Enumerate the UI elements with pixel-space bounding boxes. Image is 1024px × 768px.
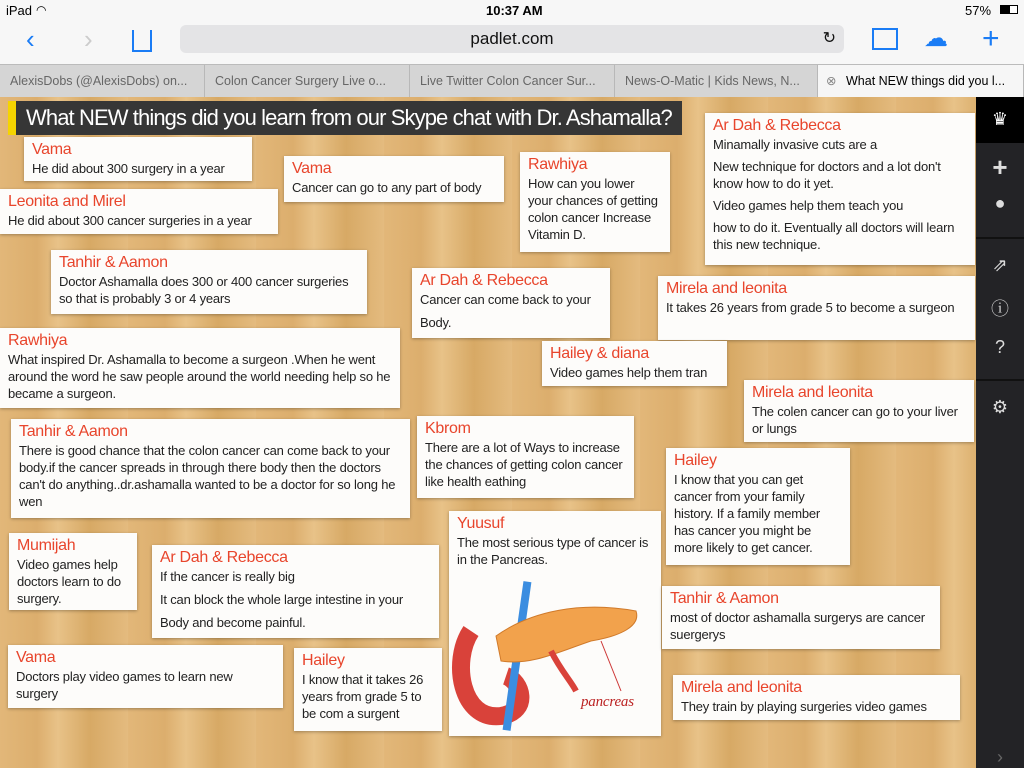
post-body: What inspired Dr. Ashamalla to become a surgeon .When he went around the word he saw people around the world needing help so he became a surgeon. [8,352,391,401]
post-card[interactable] [666,448,850,565]
bookmarks-icon[interactable] [872,28,898,50]
post-body: Doctor Ashamalla does 300 or 400 cancer surgeries so that is probably 3 or 4 years [59,274,349,306]
browser-toolbar [0,20,1024,64]
icloud-tabs-icon[interactable]: ☁ [924,25,948,52]
post-body: Body. [420,315,452,330]
post-card[interactable] [51,250,367,314]
padlet-sidebar [976,97,1024,768]
post-card[interactable] [11,419,410,518]
post-author: Vama [16,649,56,666]
tab-active[interactable] [818,65,1024,98]
post-card[interactable] [412,268,610,338]
tab-bar [0,64,1024,97]
tab[interactable]: Live Twitter Colon Cancer Sur... [410,65,615,98]
wall-title: What NEW things did you learn from our Skype chat with Dr. Ashamalla? [8,101,682,135]
post-body: If the cancer is really big [160,569,295,584]
expand-chevron-icon[interactable]: › [997,747,1003,767]
share-icon[interactable]: ⇗ [992,255,1008,275]
post-card[interactable] [744,380,974,442]
post-author: Yuusuf [457,515,505,532]
post-card[interactable] [0,189,278,234]
post-author: Mumijah [17,537,76,554]
post-body: Body and become painful. [160,615,306,630]
post-author: Mirela and leonita [752,384,873,401]
forward-button[interactable]: › [84,24,93,54]
post-card[interactable] [449,511,661,736]
post-card[interactable] [673,675,960,720]
post-body: He did about 300 cancer surgeries in a year [8,213,252,228]
post-author: Ar Dah & Rebecca [160,549,288,566]
battery-percent: 57% [965,3,992,18]
post-author: Vama [292,160,332,177]
device-label: iPad [6,3,33,18]
post-card[interactable] [284,156,504,202]
post-body: How can you lower your chances of getting colon cancer Increase Vitamin D. [528,176,658,242]
post-card[interactable] [662,586,940,649]
post-author: Hailey [302,652,345,669]
battery-icon [1000,5,1018,14]
post-card[interactable] [542,341,727,386]
post-body: most of doctor ashamalla surgerys are cancer suergerys [670,610,925,642]
post-card[interactable] [658,276,975,340]
post-author: Leonita and Mirel [8,193,126,210]
wifi-icon: ◠ [36,3,47,17]
post-card[interactable] [520,152,670,252]
post-card[interactable] [705,113,975,265]
post-body: Minamally invasive cuts are a [713,137,877,152]
post-body: Cancer can come back to your [420,292,591,307]
post-body: I know that you can get cancer from your family history. If a family member has cancer you might be more likely to get cancer. [674,472,821,555]
post-body: The most serious type of cancer is in the Pancreas. [457,535,649,567]
post-card[interactable] [417,416,634,498]
post-body: There are a lot of Ways to increase the chances of getting colon cancer like health eathing [425,440,623,489]
reload-icon[interactable]: ↻ [822,30,836,47]
tab[interactable]: News-O-Matic | Kids News, N... [615,65,818,98]
post-card[interactable] [152,545,439,638]
post-author: Kbrom [425,420,471,437]
post-body: It can block the whole large intestine in your [160,592,403,607]
status-bar [0,0,1024,20]
post-body: The colen cancer can go to your liver or lungs [752,404,958,436]
post-body: Video games help them tran [550,365,708,380]
close-tab-icon[interactable]: ⊗ [826,74,837,88]
post-author: Vama [32,141,72,158]
tab-label: What NEW things did you l... [846,74,1006,88]
post-card[interactable] [294,648,442,731]
help-icon[interactable]: ? [994,337,1005,357]
post-author: Ar Dah & Rebecca [713,117,841,134]
post-author: Ar Dah & Rebecca [420,272,548,289]
new-tab-button[interactable]: + [982,22,1000,55]
post-body: Doctors play video games to learn new surgery [16,669,233,701]
tab[interactable]: AlexisDobs (@AlexisDobs) on... [0,65,205,98]
tab[interactable]: Colon Cancer Surgery Live o... [205,65,410,98]
padlet-logo-icon[interactable]: ♛ [991,109,1009,129]
post-body: Video games help them teach you [713,198,904,213]
add-post-icon[interactable]: + [992,152,1008,182]
post-card[interactable] [8,645,283,708]
post-card[interactable] [24,137,252,181]
url-text: padlet.com [470,29,554,48]
user-icon[interactable]: ● [994,193,1006,213]
post-author: Hailey & diana [550,345,649,362]
post-author: Mirela and leonita [681,679,802,696]
post-body: It takes 26 years from grade 5 to become a surgeon [666,300,955,315]
settings-gear-icon[interactable]: ⚙ [991,397,1009,417]
pancreas-image [451,581,651,731]
post-author: Tanhir & Aamon [59,254,168,271]
post-author: Rawhiya [8,332,68,349]
clock: 10:37 AM [486,3,543,18]
post-author: Tanhir & Aamon [19,423,128,440]
post-author: Tanhir & Aamon [670,590,779,607]
post-body: Video games help doctors learn to do surgery. [17,557,121,606]
share-icon[interactable] [132,30,152,52]
back-button[interactable]: ‹ [26,24,35,54]
post-body: They train by playing surgeries video games [681,699,927,714]
post-body: He did about 300 surgery in a year [32,161,225,176]
post-author: Mirela and leonita [666,280,787,297]
post-author: Rawhiya [528,156,588,173]
post-body: There is good chance that the colon cancer can come back to your body.if the cancer spreads in through there body then the doctors can't do anything..dr.ashamalla wanted to be a doctor for so long he wen [19,443,396,509]
address-bar[interactable] [180,25,844,53]
post-card[interactable] [0,328,400,408]
pancreas-label: pancreas [581,694,634,710]
post-body: Cancer can go to any part of body [292,180,482,195]
post-body: New technique for doctors and a lot don't know how to do it yet. [713,159,941,191]
post-card[interactable] [9,533,137,610]
post-body: I know that it takes 26 years from grade 5 to be com a surgent [302,672,424,721]
post-body: how to do it. Eventually all doctors will learn this new technique. [713,220,955,252]
post-author: Hailey [674,452,717,469]
info-icon[interactable]: ⓘ [991,299,1009,319]
